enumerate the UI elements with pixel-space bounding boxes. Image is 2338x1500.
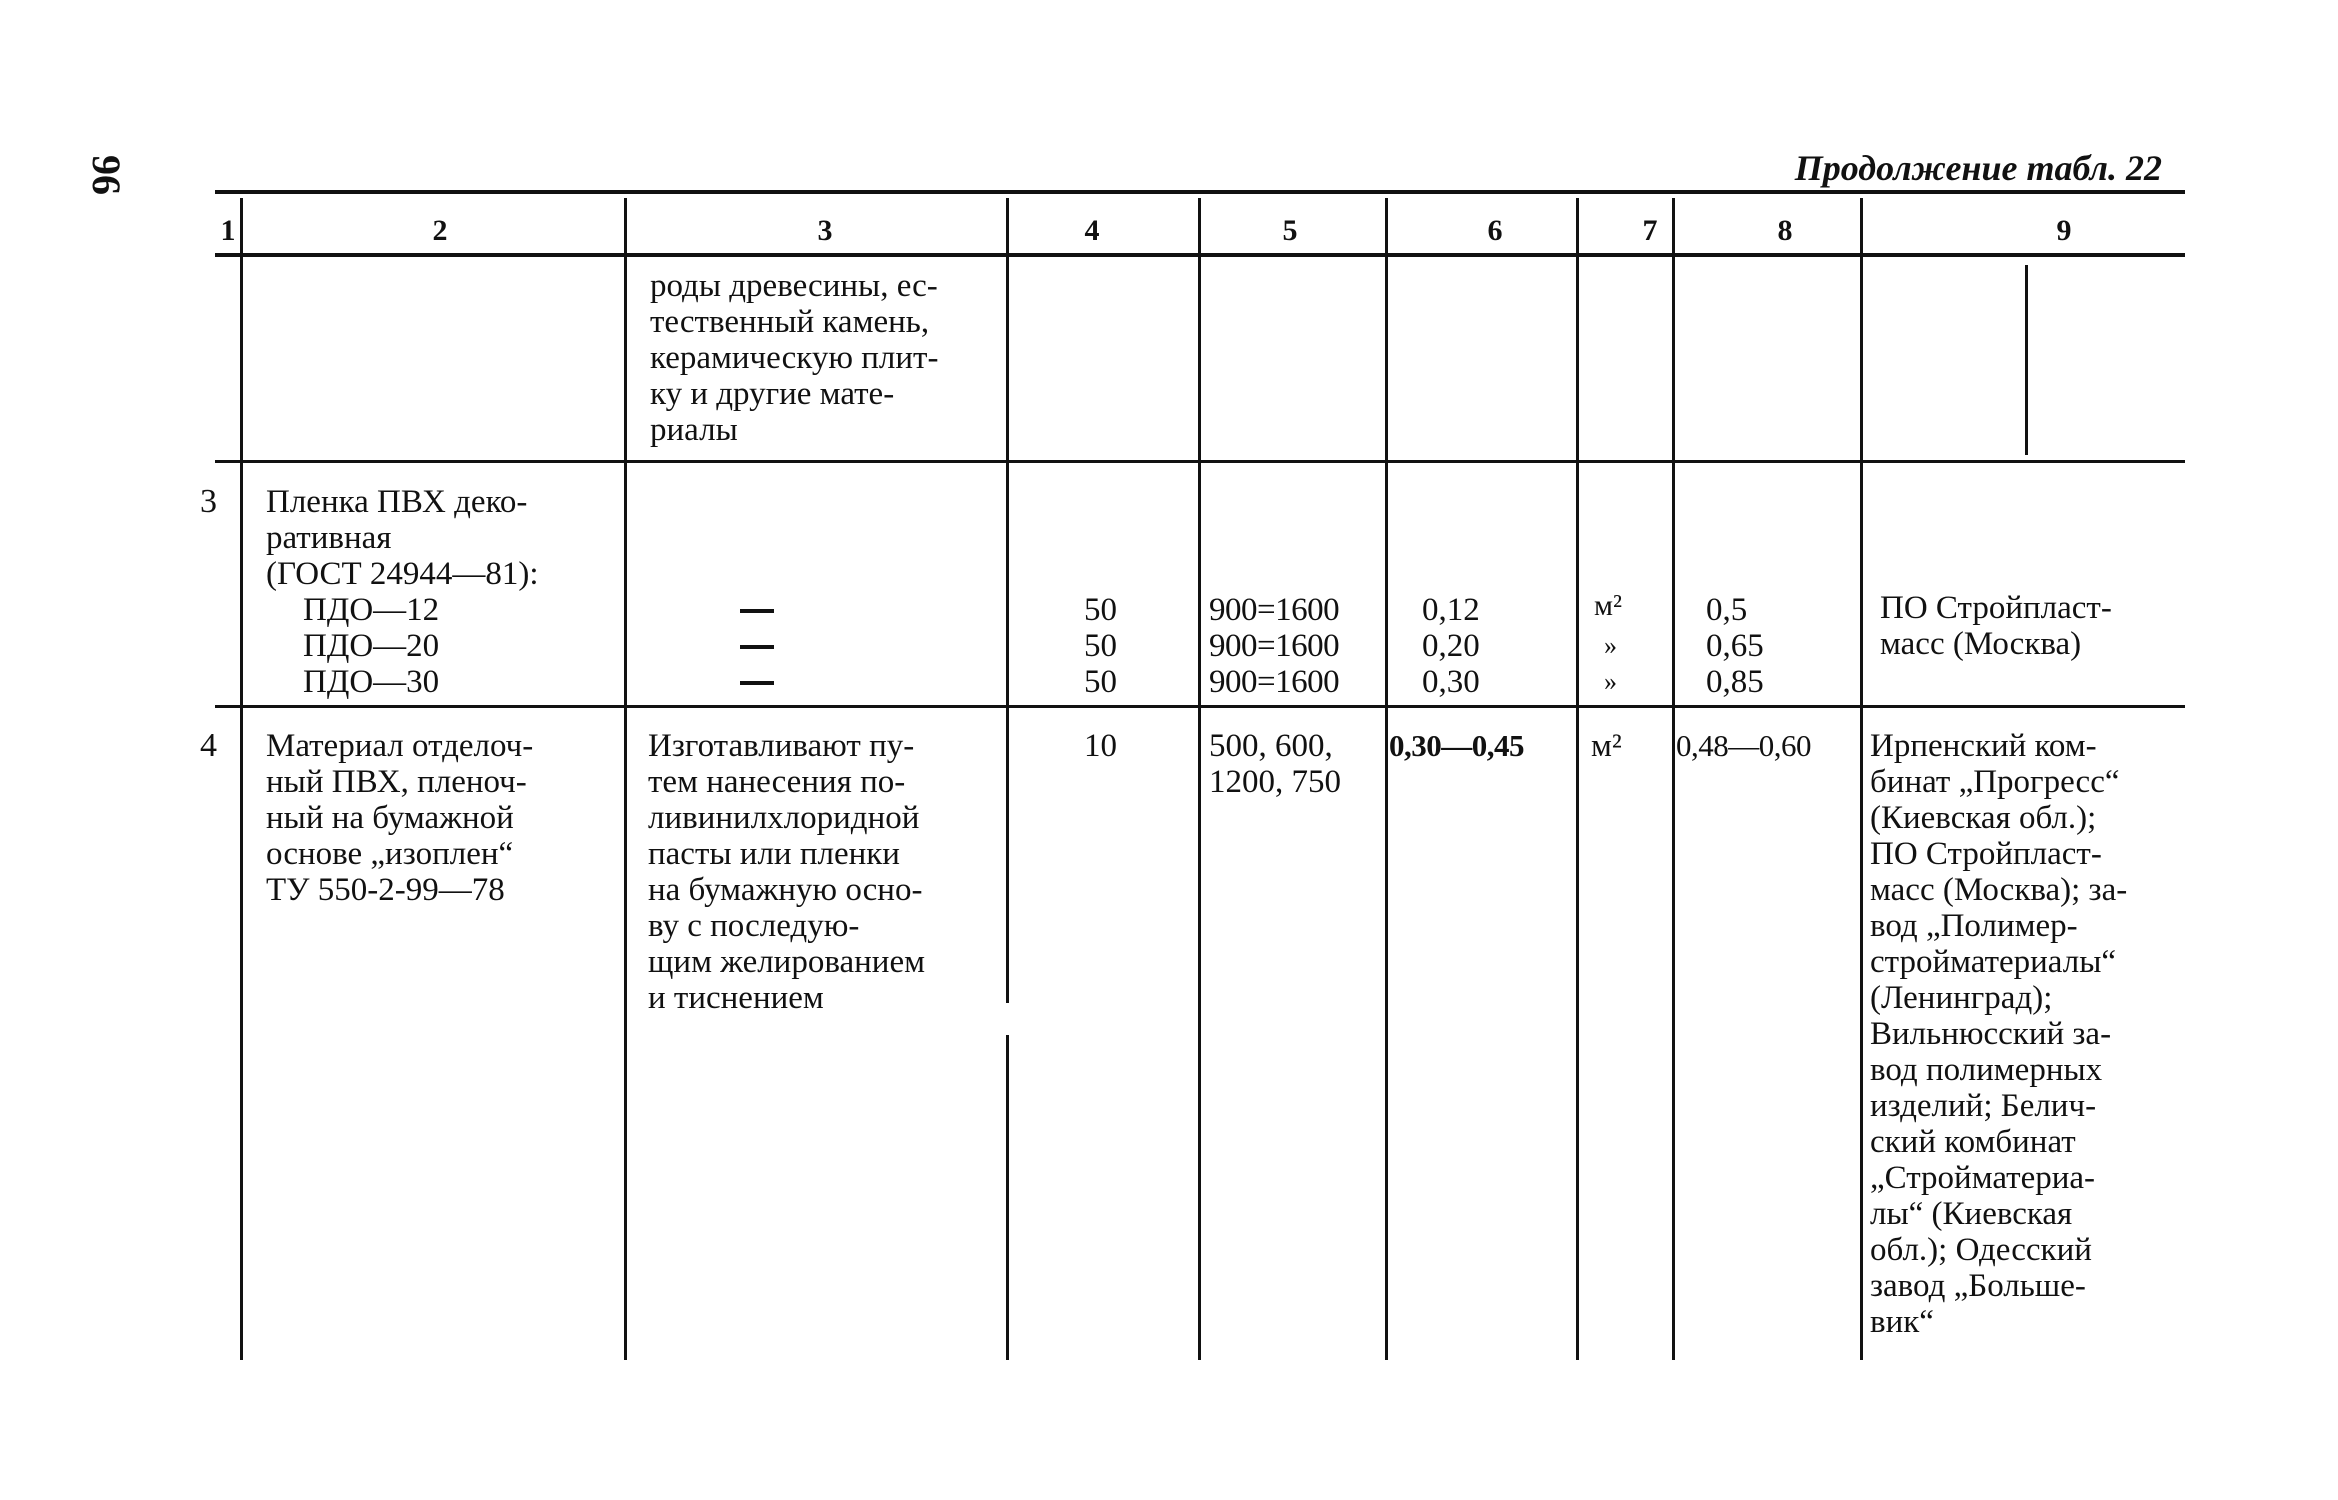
row-3-item-2-col-4: 50: [1084, 628, 1117, 664]
column-separator: [1385, 198, 1388, 1360]
header-col-8: 8: [1777, 214, 1793, 247]
row-3-col-9: ПО Стройпласт- масс (Москва): [1880, 590, 2112, 662]
header-col-3: 3: [817, 214, 833, 247]
row-4-col-5: 500, 600, 1200, 750: [1209, 728, 1341, 800]
row-4-col-7: м²: [1591, 728, 1622, 764]
row-3-item-1-col-7: м²: [1594, 589, 1622, 622]
column-separator: [1006, 1035, 1009, 1360]
column-separator: [240, 198, 243, 1360]
header-col-9: 9: [2056, 214, 2072, 247]
column-separator: [1576, 198, 1579, 1360]
row-3-item-3-col-4: 50: [1084, 664, 1117, 700]
row-4-col-9: Ирпенский ком- бинат „Прогресс“ (Киевская обл.); ПО Стройпласт- масс (Москва); за- вод „Полимер- стройматериалы“ (Ленинград); Вильнюсский за- вод полимерных изделий; Белич- ский комбинат „Стройматериа- лы“ (Киевская обл.); Одесский завод „Больше- вик“: [1870, 728, 2128, 1340]
row-4-col-6: 0,30—0,45: [1389, 728, 1524, 763]
row-4-col-8: 0,48—0,60: [1676, 728, 1811, 763]
row-4-col-4: 10: [1084, 728, 1117, 764]
table-top-rule: [215, 190, 2185, 194]
header-col-7: 7: [1642, 214, 1658, 247]
row-3-item-1-name: ПДО—12: [303, 592, 440, 628]
row-3-item-1-col-6: 0,12: [1422, 592, 1480, 628]
column-separator: [1672, 198, 1675, 1360]
header-col-1: 1: [220, 214, 236, 247]
column-separator: [624, 198, 627, 1360]
table-continuation-title: Продолжение табл. 22: [1794, 148, 2162, 188]
page-number: 96: [84, 155, 129, 195]
row-3-item-1-col-4: 50: [1084, 592, 1117, 628]
column-separator: [1198, 198, 1201, 1360]
column-separator: [1860, 198, 1863, 1360]
header-col-6: 6: [1487, 214, 1503, 247]
column-separator: [2025, 265, 2028, 455]
row-3-item-2-col-5: 900=1600: [1209, 628, 1340, 664]
row-3-item-2-col-7: »: [1604, 631, 1617, 660]
row-3-item-3-col-3-dash: [740, 681, 774, 685]
header-col-5: 5: [1282, 214, 1298, 247]
row-3-item-3-name: ПДО—30: [303, 664, 440, 700]
header-col-2: 2: [432, 214, 448, 247]
row-3-item-3-col-6: 0,30: [1422, 664, 1480, 700]
row-3-item-3-col-5: 900=1600: [1209, 664, 1340, 700]
row-3-item-1-col-5: 900=1600: [1209, 592, 1340, 628]
row-continued-col-3: роды древесины, ес- тественный камень, керамическую плит- ку и другие мате- риалы: [650, 268, 939, 448]
row-4-col-3: Изготавливают пу- тем нанесения по- ливинилхлоридной пасты или пленки на бумажную осно- ву с последую- щим желированием и тиснением: [648, 728, 925, 1016]
header-col-4: 4: [1084, 214, 1100, 247]
row-3-item-1-col-8: 0,5: [1706, 592, 1748, 628]
row-3-item-2-col-3-dash: [740, 645, 774, 649]
column-separator: [1006, 198, 1009, 1003]
row-3-item-1-col-3-dash: [740, 609, 774, 613]
row-4-col-2: Материал отделоч- ный ПВХ, пленоч- ный на бумажной основе „изоплен“ ТУ 550-2-99—78: [266, 728, 534, 908]
row-4-number: 4: [200, 727, 217, 764]
row-3-item-3-col-8: 0,85: [1706, 664, 1764, 700]
row-3-item-2-name: ПДО—20: [303, 628, 440, 664]
row-3-number: 3: [200, 483, 217, 520]
row-3-item-2-col-6: 0,20: [1422, 628, 1480, 664]
row-3-item-2-col-8: 0,65: [1706, 628, 1764, 664]
row-3-item-3-col-7: »: [1604, 667, 1617, 696]
row-3-col-2: Пленка ПВХ деко- ративная (ГОСТ 24944—81):: [266, 484, 539, 592]
